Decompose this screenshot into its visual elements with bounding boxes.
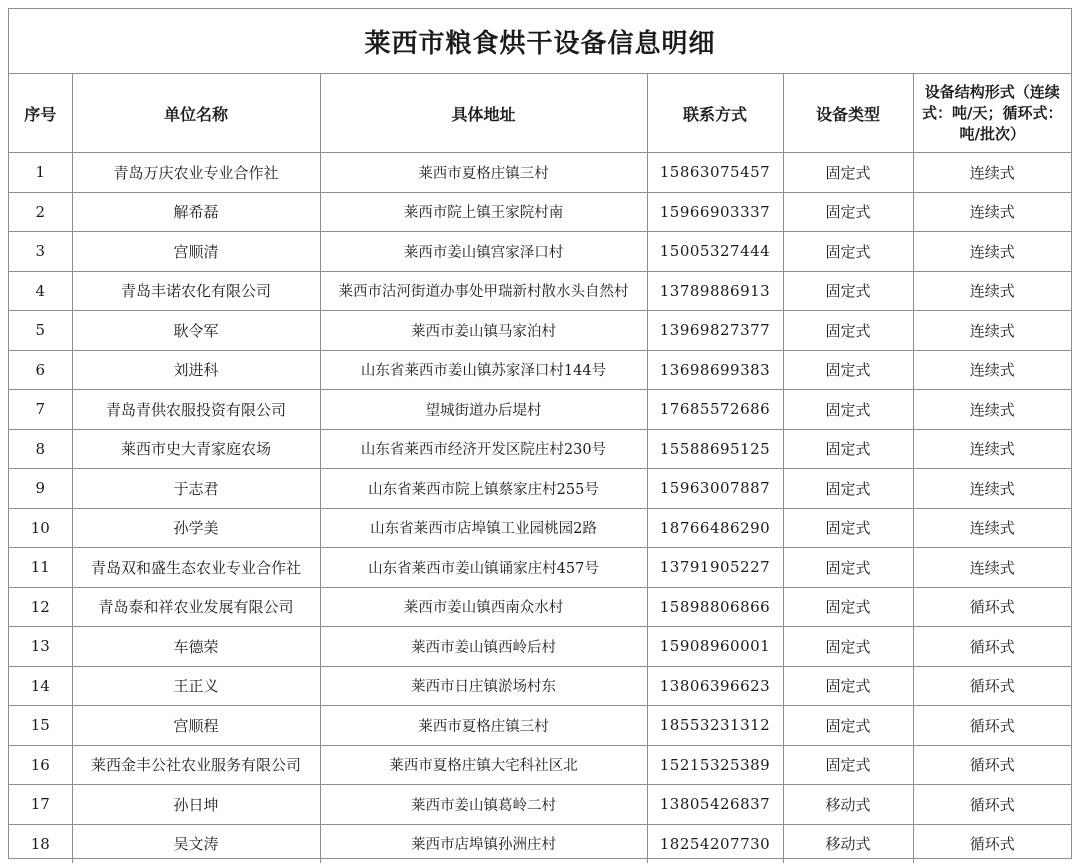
cell-contact: 18766486290 [647,508,783,548]
cell-equip-type: 固定式 [783,232,913,272]
cell-contact: 17685572686 [647,390,783,430]
cell-structure: 循环式 [913,587,1071,627]
header-equip-type: 设备类型 [783,74,913,153]
cell-seq: 3 [9,232,72,272]
cell-seq: 2 [9,192,72,232]
cell-unit: 青岛泰和祥农业发展有限公司 [72,587,320,627]
cell-address: 山东省莱西市店埠镇工业园桃园2路 [320,508,647,548]
cell-equip-type: 移动式 [783,785,913,825]
table-row [9,745,1071,785]
cell-equip-type: 固定式 [783,666,913,706]
cell-seq: 7 [9,390,72,430]
table-row [9,587,1071,627]
cell-structure: 连续式 [913,508,1071,548]
cell-contact: 15863075457 [647,153,783,193]
table-row [9,311,1071,351]
page-title: 莱西市粮食烘干设备信息明细 [9,9,1071,74]
table-row [9,785,1071,825]
cell-unit: 青岛丰诺农化有限公司 [72,271,320,311]
header-structure: 设备结构形式（连续式：吨/天；循环式：吨/批次） [913,74,1071,153]
table-row [9,627,1071,667]
cell-seq: 15 [9,706,72,746]
cell-seq: 4 [9,271,72,311]
cell-seq: 16 [9,745,72,785]
cell-unit: 解希磊 [72,192,320,232]
cell-equip-type: 固定式 [783,390,913,430]
cell-unit: 青岛万庆农业专业合作社 [72,153,320,193]
table-row [9,153,1071,193]
table-row [9,350,1071,390]
cell-address: 莱西市姜山镇西南众水村 [320,587,647,627]
cell-unit: 孙日坤 [72,785,320,825]
cell-contact: 13698699383 [647,350,783,390]
cell-contact: 15908960001 [647,627,783,667]
cell-equip-type: 固定式 [783,153,913,193]
cell-address: 莱西市院上镇王家院村南 [320,192,647,232]
cell-equip-type: 固定式 [783,429,913,469]
cell-structure: 连续式 [913,271,1071,311]
header-address: 具体地址 [320,74,647,153]
cell-contact: 18553231312 [647,706,783,746]
cell-seq: 18 [9,824,72,863]
cell-address: 莱西市日庄镇淤场村东 [320,666,647,706]
cell-contact: 13791905227 [647,548,783,588]
cell-unit: 宫顺清 [72,232,320,272]
header-seq: 序号 [9,74,72,153]
cell-seq: 9 [9,469,72,509]
cell-contact: 13806396623 [647,666,783,706]
table-row [9,706,1071,746]
table-row [9,232,1071,272]
cell-seq: 17 [9,785,72,825]
cell-address: 莱西市夏格庄镇三村 [320,153,647,193]
cell-address: 山东省莱西市经济开发区院庄村230号 [320,429,647,469]
cell-structure: 连续式 [913,469,1071,509]
cell-unit: 莱西金丰公社农业服务有限公司 [72,745,320,785]
cell-contact: 15966903337 [647,192,783,232]
cell-structure: 循环式 [913,785,1071,825]
cell-equip-type: 固定式 [783,587,913,627]
header-unit: 单位名称 [72,74,320,153]
cell-structure: 循环式 [913,706,1071,746]
cell-contact: 15898806866 [647,587,783,627]
table-row [9,824,1071,863]
cell-address: 莱西市姜山镇西岭后村 [320,627,647,667]
cell-equip-type: 固定式 [783,469,913,509]
table-row [9,271,1071,311]
equipment-table [9,74,1071,863]
cell-unit: 宫顺程 [72,706,320,746]
table-row [9,666,1071,706]
cell-contact: 15005327444 [647,232,783,272]
cell-contact: 13969827377 [647,311,783,351]
cell-seq: 5 [9,311,72,351]
cell-seq: 10 [9,508,72,548]
cell-address: 莱西市夏格庄镇大宅科社区北 [320,745,647,785]
cell-contact: 15963007887 [647,469,783,509]
table-header-row [9,74,1071,153]
cell-seq: 13 [9,627,72,667]
cell-equip-type: 固定式 [783,192,913,232]
table-row [9,429,1071,469]
table-row [9,508,1071,548]
cell-seq: 8 [9,429,72,469]
cell-equip-type: 固定式 [783,745,913,785]
cell-structure: 循环式 [913,627,1071,667]
cell-unit: 青岛青供农服投资有限公司 [72,390,320,430]
cell-equip-type: 移动式 [783,824,913,863]
cell-unit: 莱西市史大青家庭农场 [72,429,320,469]
equipment-table-sheet [8,8,1072,859]
cell-structure: 循环式 [913,824,1071,863]
cell-address: 莱西市姜山镇宫家泽口村 [320,232,647,272]
cell-equip-type: 固定式 [783,706,913,746]
cell-equip-type: 固定式 [783,271,913,311]
cell-structure: 连续式 [913,153,1071,193]
table-row [9,390,1071,430]
cell-structure: 连续式 [913,548,1071,588]
table-row [9,548,1071,588]
table-row [9,192,1071,232]
cell-unit: 于志君 [72,469,320,509]
cell-unit: 王正义 [72,666,320,706]
cell-address: 莱西市店埠镇孙洲庄村 [320,824,647,863]
cell-contact: 13805426837 [647,785,783,825]
cell-seq: 6 [9,350,72,390]
cell-equip-type: 固定式 [783,508,913,548]
cell-structure: 连续式 [913,429,1071,469]
cell-contact: 15215325389 [647,745,783,785]
cell-structure: 连续式 [913,350,1071,390]
cell-address: 望城街道办后堤村 [320,390,647,430]
cell-equip-type: 固定式 [783,627,913,667]
cell-contact: 18254207730 [647,824,783,863]
cell-equip-type: 固定式 [783,548,913,588]
cell-address: 莱西市夏格庄镇三村 [320,706,647,746]
table-row [9,469,1071,509]
cell-address: 莱西市姜山镇葛岭二村 [320,785,647,825]
cell-structure: 连续式 [913,311,1071,351]
cell-seq: 14 [9,666,72,706]
cell-structure: 连续式 [913,192,1071,232]
cell-contact: 15588695125 [647,429,783,469]
cell-structure: 连续式 [913,390,1071,430]
cell-address: 山东省莱西市姜山镇苏家泽口村144号 [320,350,647,390]
cell-address: 山东省莱西市院上镇蔡家庄村255号 [320,469,647,509]
cell-unit: 青岛双和盛生态农业专业合作社 [72,548,320,588]
cell-seq: 11 [9,548,72,588]
cell-equip-type: 固定式 [783,350,913,390]
cell-address: 莱西市沽河街道办事处甲瑞新村散水头自然村 [320,271,647,311]
cell-structure: 循环式 [913,745,1071,785]
cell-structure: 循环式 [913,666,1071,706]
cell-seq: 12 [9,587,72,627]
cell-equip-type: 固定式 [783,311,913,351]
cell-structure: 连续式 [913,232,1071,272]
cell-unit: 车德荣 [72,627,320,667]
cell-seq: 1 [9,153,72,193]
cell-unit: 吴文涛 [72,824,320,863]
cell-unit: 耿令军 [72,311,320,351]
cell-unit: 孙学美 [72,508,320,548]
cell-address: 山东省莱西市姜山镇诵家庄村457号 [320,548,647,588]
cell-unit: 刘进科 [72,350,320,390]
cell-address: 莱西市姜山镇马家泊村 [320,311,647,351]
header-contact: 联系方式 [647,74,783,153]
cell-contact: 13789886913 [647,271,783,311]
